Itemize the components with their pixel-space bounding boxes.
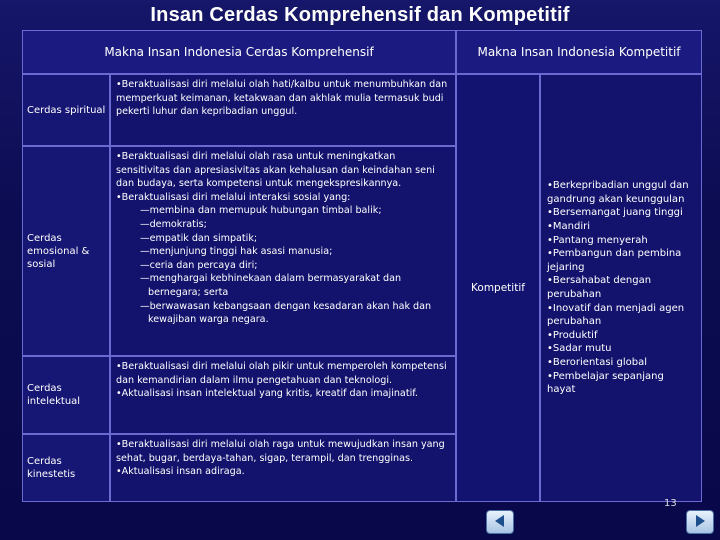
list-item: •Inovatif dan menjadi agen perubahan bbox=[547, 302, 685, 328]
row-label-kinestetis: Cerdas kinestetis bbox=[22, 434, 110, 502]
row-content-spiritual bbox=[110, 74, 456, 146]
content-line: •Beraktualisasi diri melalui olah raga untuk mewujudkan insan yang sehat, bugar, berdaya-tahan, sigap, terampil, dan trengginas. bbox=[116, 439, 445, 464]
list-item: •Pembelajar sepanjang hayat bbox=[547, 370, 664, 396]
sub-line: —membina dan memupuk hubungan timbal balik; bbox=[140, 205, 382, 217]
next-slide-button[interactable] bbox=[686, 510, 714, 534]
arrow-left-icon bbox=[493, 513, 507, 532]
content-line: •Beraktualisasi diri melalui olah rasa untuk meningkatkan sensitivitas dan apresiasivitas akan kehalusan dan keindahan seni dan budaya, serta kompetensi untuk mengekspresikannya. bbox=[116, 151, 435, 190]
row-label-spiritual: Cerdas spiritual bbox=[22, 74, 110, 146]
row-content-kinestetis bbox=[110, 434, 456, 502]
page-number: 13 bbox=[664, 498, 677, 509]
sub-line: —menghargai kebhinekaan dalam bermasyarakat dan bernegara; serta bbox=[140, 273, 402, 298]
slide-title: Insan Cerdas Komprehensif dan Kompetitif bbox=[150, 4, 570, 26]
sub-line: —demokratis; bbox=[140, 218, 207, 230]
sub-line: —menjunjung tinggi hak asasi manusia; bbox=[140, 246, 333, 258]
sub-line: —empatik dan simpatik; bbox=[140, 232, 258, 244]
list-item: •Bersahabat dengan perubahan bbox=[547, 275, 652, 300]
row-label-emosional: Cerdas emosional & sosial bbox=[22, 146, 110, 356]
list-item: •Sadar mutu bbox=[547, 343, 612, 355]
list-item: •Berorientasi global bbox=[547, 356, 648, 368]
row-label-intelektual: Cerdas intelektual bbox=[22, 356, 110, 434]
header-left: Makna Insan Indonesia Cerdas Komprehensif bbox=[22, 30, 456, 74]
content-line: •Beraktualisasi diri melalui interaksi sosial yang: bbox=[116, 191, 351, 203]
list-item: •Berkepribadian unggul dan gandrung akan keunggulan bbox=[547, 180, 689, 205]
list-item: •Mandiri bbox=[547, 221, 591, 233]
sub-line: —ceria dan percaya diri; bbox=[140, 259, 258, 271]
list-item: •Produktif bbox=[547, 329, 598, 341]
kompetitif-list bbox=[540, 74, 702, 502]
content-line: •Beraktualisasi diri melalui olah pikir untuk memperoleh kompetensi dan kemandirian dalam ilmu pengetahuan dan teknologi. bbox=[116, 361, 447, 386]
sub-line: —berwawasan kebangsaan dengan kesadaran akan hak dan kewajiban warga negara. bbox=[140, 300, 432, 326]
list-item: •Bersemangat juang tinggi bbox=[547, 207, 683, 219]
prev-slide-button[interactable] bbox=[486, 510, 514, 534]
kompetitif-label: Kompetitif bbox=[456, 74, 540, 502]
content-line: •Aktualisasi insan adiraga. bbox=[116, 466, 245, 478]
content-line: •Beraktualisasi diri melalui olah hati/kalbu untuk menumbuhkan dan memperkuat keimanan, ketakwaan dan akhlak mulia termasuk budi pekerti luhur dan kepribadian unggul. bbox=[116, 79, 448, 118]
row-content-intelektual bbox=[110, 356, 456, 434]
list-item: •Pantang menyerah bbox=[547, 234, 648, 246]
content-line: •Aktualisasi insan intelektual yang kritis, kreatif dan imajinatif. bbox=[116, 388, 418, 400]
header-right: Makna Insan Indonesia Kompetitif bbox=[456, 30, 702, 74]
row-content-emosional bbox=[110, 146, 456, 356]
arrow-right-icon bbox=[693, 513, 707, 532]
list-item: •Pembangun dan pembina jejaring bbox=[547, 248, 682, 273]
